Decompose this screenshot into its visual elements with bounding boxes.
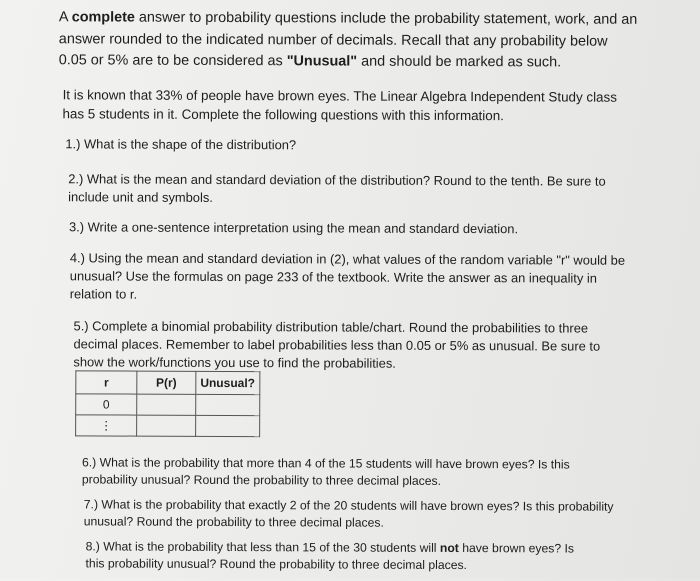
question-3: 3.) Write a one-sentence interpretation using the mean and standard deviation. — [68, 219, 519, 237]
context-paragraph: It is known that 33% of people have brown eyes. The Linear Algebra Independent Study class has 5 students in it. Complete the following questions with this information. — [62, 87, 617, 124]
instructions-paragraph: A complete answer to probability questions include the probability statement, work, and an answer rounded to the indicated number of decimals. Recall that any probability below 0.05 or 5% are to be considered as "Unusual" and should be marked as such. — [58, 9, 638, 71]
table-cell — [137, 415, 196, 436]
unusual-emphasis: "Unusual" — [286, 53, 358, 70]
not-emphasis: not — [439, 540, 459, 556]
table-header-cell: P(r) — [137, 371, 196, 394]
table-row — [76, 415, 260, 437]
table-header-row — [76, 371, 260, 395]
question-6: 6.) What is the probability that more than 4 of the 15 students will have brown eyes? Is this probability unusual? Round the probability to three decimal places. — [81, 455, 570, 488]
table-cell — [196, 394, 260, 415]
question-5: 5.) Complete a binomial probability distribution table/chart. Round the probabilities to three decimal places. Remember to label probabilities less than 0.05 or 5% as unusual. Be sure to show the work/functions you use to find the probabilities. — [73, 318, 601, 371]
question-4: 4.) Using the mean and standard deviation in (2), what values of the random variable "r" would be unusual? Use the formulas on page 233 of the textbook. Write the answer as an inequality in relation to r. — [69, 250, 626, 302]
question-8: 8.) What is the probability that less than 15 of the 30 students will not have brown eyes? Is this probability unusual? Round the probability to three decimal places. — [85, 539, 575, 573]
question-7: 7.) What is the probability that exactly 2 of the 20 students will have brown eyes? Is this probability unusual? Round the probability to three decimal places. — [83, 497, 614, 530]
table-header-cell: Unusual? — [196, 371, 260, 394]
table-cell — [137, 394, 196, 415]
table-header-cell: r — [76, 371, 137, 394]
question-2: 2.) What is the mean and standard deviation of the distribution? Round to the tenth. Be sure to include unit and symbols. — [68, 171, 606, 205]
table-row — [76, 394, 260, 416]
complete-emphasis: complete — [71, 9, 135, 26]
table-cell: 0 — [76, 394, 137, 415]
binomial-distribution-table — [75, 370, 260, 437]
table-cell — [196, 415, 260, 436]
table-cell: ⋮ — [76, 415, 137, 436]
question-1: 1.) What is the shape of the distribution? — [65, 136, 297, 153]
